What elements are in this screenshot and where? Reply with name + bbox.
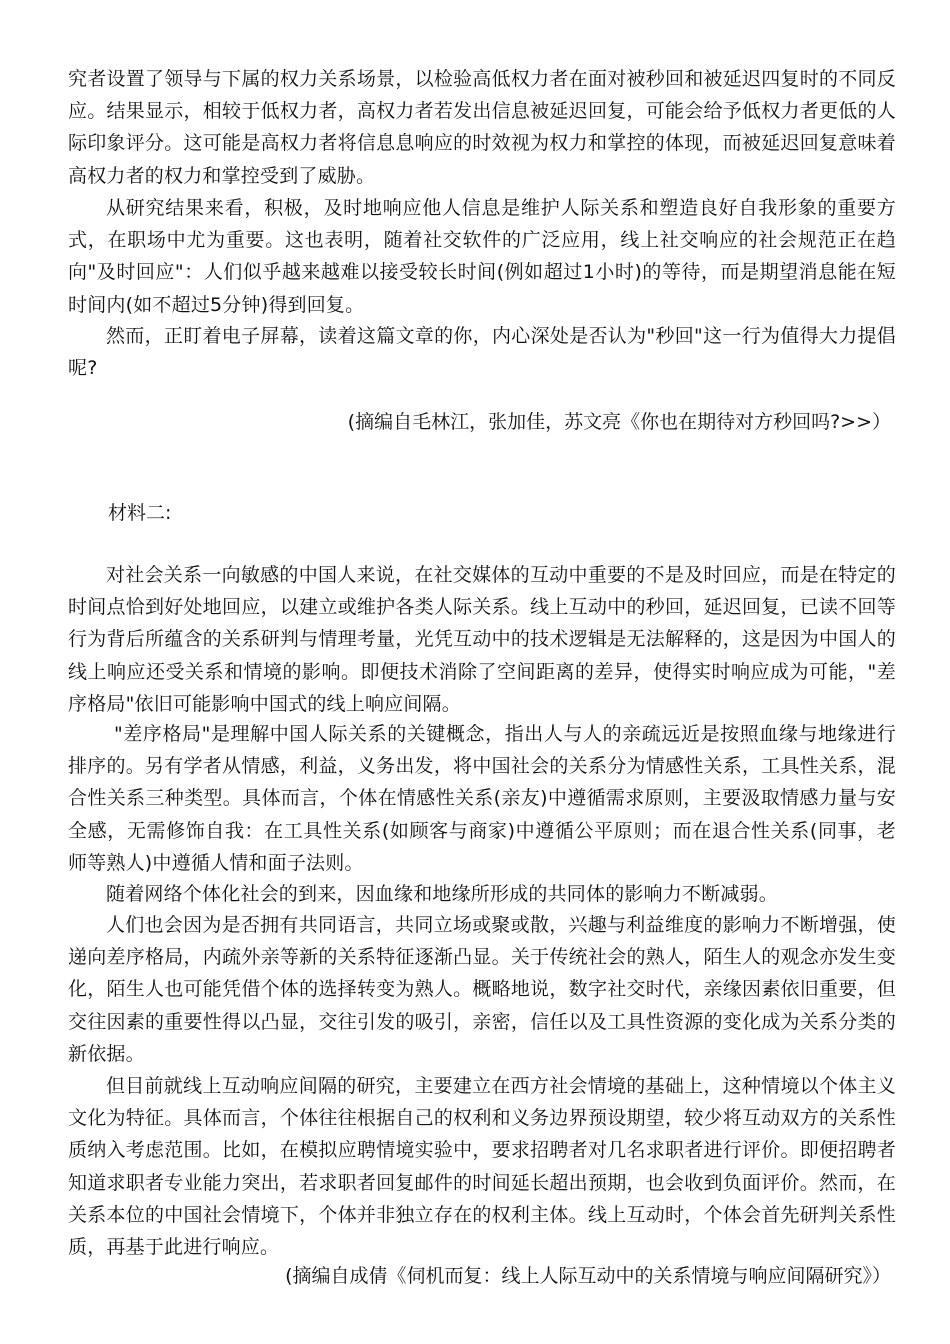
material2-paragraph-3: 随着网络个体化社会的到来，因血缘和地缘所形成的共同体的影响力不断减弱。 bbox=[106, 883, 779, 905]
material2-source-citation: (摘编自成倩《伺机而复：线上人际互动中的关系情境与响应间隔研究》） bbox=[285, 1265, 891, 1287]
material2-paragraph-4: 人们也会因为是否拥有共同语言，共同立场或聚或散，兴趣与利益维度的影响力不断增强，使递向差序格局，内疏外亲等新的关系特征逐渐凸显。关于传统社会的熟人，陌生人的观念亦发生变化，陌生人也可能凭借个体的选择转变为熟人。概略地说，数字社交时代，亲缘因素依旧重要，但交往因素的重要性得以凸显，交往引发的吸引，亲密，信任以及工具性资源的变化成为关系分类的新依据。 bbox=[68, 914, 896, 1065]
material1-paragraph-2: 从研究结果来看，积极，及时地响应他人信息是维护人际关系和塑造良好自我形象的重要方式，在职场中尤为重要。这也表明，随着社交软件的广泛应用，线上社交响应的社会规范正在趋向"及时回应"：人们似乎越来越难以接受较长时间(例如超过1小时)的等待，而是期望消息能在短时间内(如不超过5分钟)得到回复。 bbox=[68, 197, 896, 316]
material1-paragraph-continued: 究者设置了领导与下属的权力关系场景，以检验高低权力者在面对被秒回和被延迟四复时的不同反应。结果显示，相较于低权力者，高权力者若发出信息被延迟回复，可能会给予低权力者更低的人际印象评分。这可能是高权力者将信息息响应的时效视为权力和掌控的体现，而被延迟回复意味着高权力者的权力和掌控受到了威胁。 bbox=[68, 68, 896, 187]
material1-source-citation: (摘编自毛林江，张加佳，苏文亮《你也在期待对方秒回吗?>>） bbox=[347, 411, 891, 433]
material2-paragraph-2: "差序格局"是理解中国人际关系的关键概念，指出人与人的亲疏远近是按照血缘与地缘进行排序的。另有学者从情感，利益，义务出发，将中国社会的关系分为情感性关系，工具性关系，混合性关系三种类型。具体而言，个体在情感性关系(亲友)中遵循需求原则，主要汲取情感力量与安全感，无需修饰自我：在工具性关系(如顾客与商家)中遵循公平原则；而在退合性关系(同事，老师等熟人)中遵循人情和面子法则。 bbox=[68, 723, 896, 874]
material2-heading: 材料二: bbox=[108, 502, 172, 524]
material1-paragraph-3: 然而，正盯着电子屏幕，读着这篇文章的你，内心深处是否认为"秒回"这一行为值得大力提倡呢? bbox=[68, 325, 896, 380]
material2-paragraph-5: 但目前就线上互动响应间隔的研究，主要建立在西方社会情境的基础上，这种情境以个体主义文化为特征。具体而言，个体往往根据自己的权利和义务边界预设期望，较少将互动双方的关系性质纳入考虑范围。比如，在模拟应聘情境实验中，要求招聘者对几名求职者进行评价。即便招聘者知道求职者专业能力突出，若求职者回复邮件的时间延长超出预期，也会收到负面评价。然而，在关系本位的中国社会情境下，个体并非独立存在的权利主体。线上互动时，个体会首先研判关系性质，再基于此进行响应。 bbox=[68, 1075, 896, 1259]
material2-paragraph-1: 对社会关系一向敏感的中国人来说，在社交媒体的互动中重要的不是及时回应，而是在特定的时间点恰到好处地回应，以建立或维护各类人际关系。线上互动中的秒回，延迟回复，已读不回等行为背后所蕴含的关系研判与情理考量，光凭互动中的技术逻辑是无法解释的，这是因为中国人的线上响应还受关系和情境的影响。即便技术消除了空间距离的差异，使得实时响应成为可能，"差序格局"依旧可能影响中国式的线上响应间隔。 bbox=[68, 564, 896, 715]
